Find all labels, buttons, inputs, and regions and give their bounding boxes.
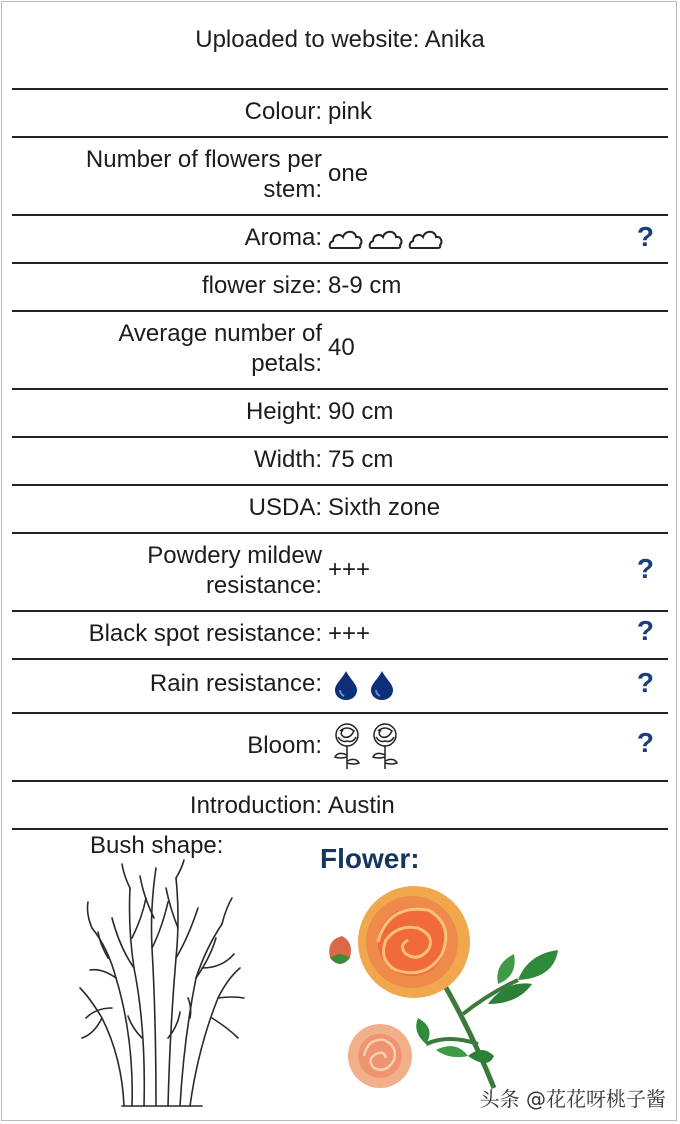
black-spot-help-icon[interactable]: ? <box>636 615 654 646</box>
raindrop-icon <box>332 669 360 701</box>
raindrop-icon <box>368 669 396 701</box>
bloom-icons <box>330 721 402 771</box>
width-label: Width: <box>253 446 322 473</box>
flower-title: Flower: <box>320 843 420 874</box>
page-title: Uploaded to website: Anika <box>195 26 485 53</box>
divider <box>12 828 668 830</box>
divider <box>12 388 668 390</box>
bloom-label: Bloom: <box>247 732 322 759</box>
petals-label-line1: Average number of <box>118 320 322 347</box>
divider <box>12 436 668 438</box>
black-spot-value: +++ <box>328 620 371 647</box>
colour-value: pink <box>328 98 373 125</box>
aroma-help-icon[interactable]: ? <box>636 221 654 252</box>
powdery-mildew-help-icon[interactable]: ? <box>636 553 654 584</box>
rain-label: Rain resistance: <box>149 670 322 697</box>
aroma-icons <box>328 225 444 251</box>
usda-label: USDA: <box>248 494 322 521</box>
introduction-label: Introduction: <box>189 792 322 819</box>
bush-shape-label: Bush shape: <box>90 832 224 859</box>
flowers-per-stem-value: one <box>328 160 369 187</box>
introduction-value: Austin <box>328 792 395 819</box>
bush-shape-icon <box>72 858 252 1114</box>
flower-size-label: flower size: <box>201 272 322 299</box>
usda-value: Sixth zone <box>328 494 441 521</box>
rain-help-icon[interactable]: ? <box>636 667 654 698</box>
rose-flower-icon <box>368 721 402 771</box>
flowers-per-stem-label-line1: Number of flowers per <box>85 146 322 173</box>
powdery-mildew-label-line1: Powdery mildew <box>147 542 322 569</box>
powdery-mildew-label-line2: resistance: <box>205 572 322 599</box>
flower-size-value: 8-9 cm <box>328 272 402 299</box>
flowers-per-stem-label-line2: stem: <box>263 176 322 203</box>
cloud-icon <box>408 225 444 251</box>
divider <box>12 712 668 714</box>
divider <box>12 88 668 90</box>
divider <box>12 136 668 138</box>
cloud-icon <box>328 225 364 251</box>
aroma-label: Aroma: <box>244 224 322 251</box>
divider <box>12 658 668 660</box>
bloom-help-icon[interactable]: ? <box>636 727 654 758</box>
divider <box>12 532 668 534</box>
cloud-icon <box>368 225 404 251</box>
divider <box>12 310 668 312</box>
rose-illustration <box>318 884 568 1098</box>
divider <box>12 214 668 216</box>
black-spot-label: Black spot resistance: <box>88 620 322 647</box>
height-label: Height: <box>245 398 322 425</box>
petals-value: 40 <box>328 334 355 361</box>
divider <box>12 262 668 264</box>
divider <box>12 484 668 486</box>
divider <box>12 780 668 782</box>
colour-label: Colour: <box>244 98 322 125</box>
height-value: 90 cm <box>328 398 394 425</box>
divider <box>12 610 668 612</box>
watermark: 头条 @花花呀桃子酱 <box>479 1087 666 1111</box>
width-value: 75 cm <box>328 446 394 473</box>
rain-icons <box>332 669 396 701</box>
petals-label-line2: petals: <box>251 350 322 377</box>
powdery-mildew-value: +++ <box>328 556 371 583</box>
rose-flower-icon <box>330 721 364 771</box>
